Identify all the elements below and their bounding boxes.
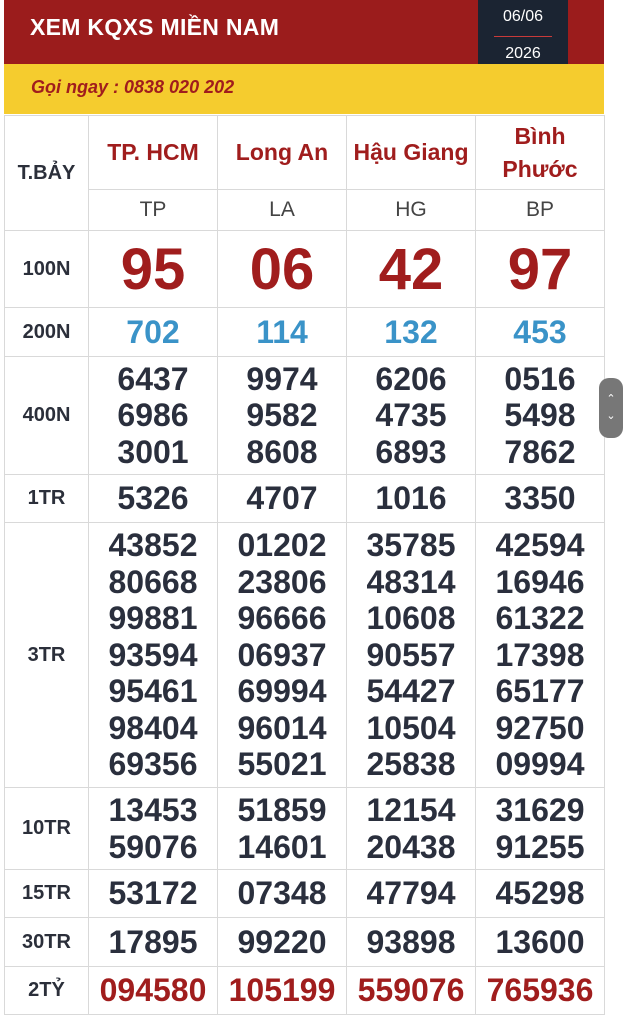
result-number: 559076 bbox=[357, 972, 465, 1008]
result-cell bbox=[476, 870, 605, 918]
result-number: 31629 bbox=[495, 791, 585, 828]
prize-label: 1TR bbox=[5, 475, 89, 523]
scroll-up-icon[interactable]: ⌃ bbox=[606, 393, 616, 405]
result-number: 12154 bbox=[366, 791, 456, 828]
result-number: 6206 bbox=[375, 360, 447, 397]
result-number: 5326 bbox=[117, 480, 189, 517]
result-number: 6986 bbox=[117, 397, 189, 434]
province-name[interactable]: Bình Phước bbox=[476, 116, 605, 190]
result-number: 98404 bbox=[108, 709, 198, 746]
result-number: 06 bbox=[249, 236, 315, 302]
result-number: 23806 bbox=[237, 563, 327, 600]
result-cell bbox=[347, 967, 476, 1015]
result-cell bbox=[476, 788, 605, 870]
result-cell bbox=[476, 308, 605, 357]
result-number: 20438 bbox=[366, 828, 456, 865]
prize-label: 200N bbox=[5, 308, 89, 357]
result-number: 14601 bbox=[237, 828, 327, 865]
result-number: 96666 bbox=[237, 600, 327, 637]
result-number: 35785 bbox=[366, 526, 456, 563]
result-number: 48314 bbox=[366, 563, 456, 600]
result-number: 07348 bbox=[237, 875, 327, 912]
prize-label: 15TR bbox=[5, 870, 89, 918]
prize-row bbox=[5, 918, 605, 967]
result-number: 17398 bbox=[495, 636, 585, 673]
prize-label: 400N bbox=[5, 357, 89, 475]
result-number: 61322 bbox=[495, 600, 585, 637]
result-number: 765936 bbox=[486, 972, 594, 1008]
result-number: 91255 bbox=[495, 828, 585, 865]
result-cell bbox=[89, 475, 218, 523]
results-table bbox=[4, 115, 605, 1015]
province-code: LA bbox=[218, 190, 347, 231]
scroll-down-icon[interactable]: ⌄ bbox=[606, 410, 616, 422]
province-name[interactable]: Hậu Giang bbox=[347, 116, 476, 190]
result-cell bbox=[347, 231, 476, 308]
result-cell bbox=[89, 918, 218, 967]
result-cell bbox=[89, 357, 218, 475]
result-number: 6893 bbox=[375, 433, 447, 470]
result-cell bbox=[218, 475, 347, 523]
result-number: 13600 bbox=[495, 923, 585, 960]
date-day-month: 06/06 bbox=[502, 8, 544, 25]
result-number: 01202 bbox=[237, 526, 327, 563]
result-cell bbox=[89, 308, 218, 357]
result-number: 10504 bbox=[366, 709, 456, 746]
result-number: 094580 bbox=[99, 972, 207, 1008]
province-code: TP bbox=[89, 190, 218, 231]
prize-label: 3TR bbox=[5, 523, 89, 788]
result-cell bbox=[218, 357, 347, 475]
hotline-bar[interactable] bbox=[4, 64, 604, 114]
result-number: 42 bbox=[378, 236, 444, 302]
result-number: 10608 bbox=[366, 600, 456, 637]
result-number: 93898 bbox=[366, 923, 456, 960]
result-cell bbox=[347, 357, 476, 475]
result-number: 1016 bbox=[375, 480, 447, 517]
result-number: 17895 bbox=[108, 923, 198, 960]
result-number: 47794 bbox=[366, 875, 456, 912]
result-number: 114 bbox=[256, 313, 308, 350]
result-number: 69994 bbox=[237, 673, 327, 710]
prize-row bbox=[5, 870, 605, 918]
result-number: 8608 bbox=[246, 433, 318, 470]
result-cell bbox=[347, 870, 476, 918]
prize-row bbox=[5, 357, 605, 475]
scroll-control[interactable] bbox=[599, 378, 623, 438]
prize-row bbox=[5, 231, 605, 308]
result-number: 3350 bbox=[504, 480, 576, 517]
result-number: 3001 bbox=[117, 433, 189, 470]
prize-label: 10TR bbox=[5, 788, 89, 870]
result-number: 97 bbox=[507, 236, 573, 302]
result-cell bbox=[89, 231, 218, 308]
result-cell bbox=[347, 918, 476, 967]
day-label: T.BẢY bbox=[5, 116, 89, 231]
province-code: BP bbox=[476, 190, 605, 231]
result-number: 99220 bbox=[237, 923, 327, 960]
result-number: 0516 bbox=[504, 360, 576, 397]
result-cell bbox=[476, 523, 605, 788]
result-number: 95 bbox=[120, 236, 186, 302]
result-cell bbox=[89, 523, 218, 788]
result-number: 453 bbox=[513, 313, 567, 350]
result-number: 59076 bbox=[108, 828, 198, 865]
prize-row bbox=[5, 308, 605, 357]
result-number: 702 bbox=[126, 313, 180, 350]
result-number: 9974 bbox=[246, 360, 318, 397]
result-number: 80668 bbox=[108, 563, 198, 600]
result-cell bbox=[476, 475, 605, 523]
result-cell bbox=[218, 870, 347, 918]
prize-row bbox=[5, 967, 605, 1015]
result-number: 54427 bbox=[366, 673, 456, 710]
result-number: 45298 bbox=[495, 875, 585, 912]
result-number: 95461 bbox=[108, 673, 198, 710]
result-number: 6437 bbox=[117, 360, 189, 397]
result-number: 132 bbox=[384, 313, 438, 350]
result-cell bbox=[347, 788, 476, 870]
result-number: 96014 bbox=[237, 709, 327, 746]
result-number: 7862 bbox=[504, 433, 576, 470]
result-cell bbox=[347, 308, 476, 357]
result-cell bbox=[347, 523, 476, 788]
result-number: 42594 bbox=[495, 526, 585, 563]
result-number: 43852 bbox=[108, 526, 198, 563]
date-divider bbox=[494, 36, 552, 37]
result-cell bbox=[218, 308, 347, 357]
prize-row bbox=[5, 475, 605, 523]
result-number: 51859 bbox=[237, 791, 327, 828]
prize-row bbox=[5, 788, 605, 870]
result-cell bbox=[347, 475, 476, 523]
province-code-row bbox=[5, 190, 605, 231]
result-number: 13453 bbox=[108, 791, 198, 828]
result-cell bbox=[218, 788, 347, 870]
province-code: HG bbox=[347, 190, 476, 231]
prize-label: 100N bbox=[5, 231, 89, 308]
result-number: 16946 bbox=[495, 563, 585, 600]
result-number: 92750 bbox=[495, 709, 585, 746]
result-number: 4735 bbox=[375, 397, 447, 434]
result-number: 55021 bbox=[237, 746, 327, 783]
result-number: 93594 bbox=[108, 636, 198, 673]
result-number: 69356 bbox=[108, 746, 198, 783]
result-number: 9582 bbox=[246, 397, 318, 434]
prize-row bbox=[5, 523, 605, 788]
result-number: 90557 bbox=[366, 636, 456, 673]
result-number: 09994 bbox=[495, 746, 585, 783]
province-name-row bbox=[5, 116, 605, 190]
result-cell bbox=[218, 231, 347, 308]
prize-label: 2TỶ bbox=[5, 967, 89, 1015]
province-name[interactable]: Long An bbox=[218, 116, 347, 190]
province-name[interactable]: TP. HCM bbox=[89, 116, 218, 190]
result-number: 4707 bbox=[246, 480, 318, 517]
result-cell bbox=[476, 918, 605, 967]
result-number: 99881 bbox=[108, 600, 198, 637]
hotline-text[interactable]: Gọi ngay : 0838 020 202 bbox=[31, 77, 235, 97]
date-year: 2026 bbox=[505, 45, 541, 62]
result-cell bbox=[218, 523, 347, 788]
result-cell bbox=[218, 918, 347, 967]
result-cell bbox=[89, 870, 218, 918]
result-cell bbox=[89, 788, 218, 870]
result-number: 53172 bbox=[108, 875, 198, 912]
result-cell bbox=[476, 231, 605, 308]
result-cell bbox=[218, 967, 347, 1015]
result-cell bbox=[89, 967, 218, 1015]
result-number: 5498 bbox=[504, 397, 576, 434]
prize-label: 30TR bbox=[5, 918, 89, 967]
result-number: 25838 bbox=[366, 746, 456, 783]
result-number: 65177 bbox=[495, 673, 585, 710]
result-number: 06937 bbox=[237, 636, 327, 673]
result-cell bbox=[476, 357, 605, 475]
page-title: XEM KQXS MIỀN NAM bbox=[30, 14, 280, 40]
result-cell bbox=[476, 967, 605, 1015]
result-number: 105199 bbox=[228, 972, 336, 1008]
